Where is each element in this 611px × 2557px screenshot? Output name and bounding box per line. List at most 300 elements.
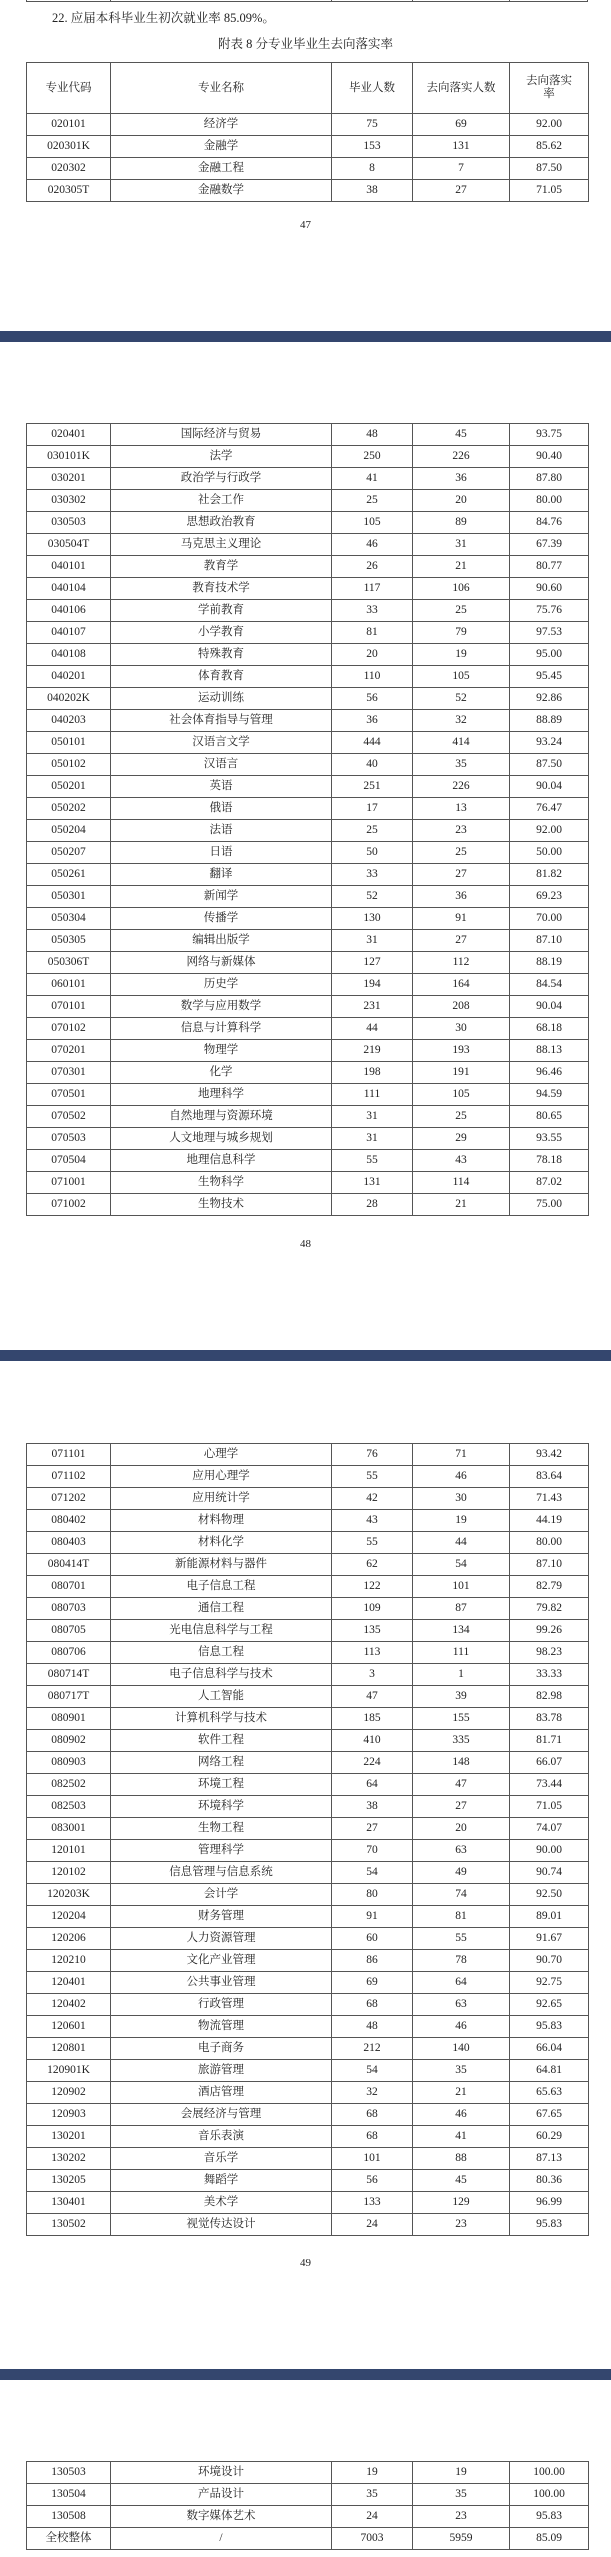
placement-rate-cell: 79.82 bbox=[510, 1598, 589, 1620]
major-code-cell: 120102 bbox=[27, 1862, 111, 1884]
graduate-count-cell: 27 bbox=[332, 1818, 413, 1840]
previous-table-bottom-edge bbox=[26, 0, 588, 2]
placed-count-cell: 114 bbox=[413, 1172, 510, 1194]
page-number: 47 bbox=[300, 219, 311, 231]
placement-rate-cell: 92.86 bbox=[510, 688, 589, 710]
major-code-cell: 120401 bbox=[27, 1972, 111, 1994]
placed-count-cell: 74 bbox=[413, 1884, 510, 1906]
major-code-cell: 120210 bbox=[27, 1950, 111, 1972]
major-name-cell: 材料化学 bbox=[111, 1532, 332, 1554]
placement-rate-cell: 93.42 bbox=[510, 1444, 589, 1466]
major-name-cell: 会展经济与管理 bbox=[111, 2104, 332, 2126]
placement-rate-cell: 64.81 bbox=[510, 2060, 589, 2082]
major-code-cell: 060101 bbox=[27, 974, 111, 996]
table-row bbox=[27, 2214, 589, 2236]
major-name-cell: 体育教育 bbox=[111, 666, 332, 688]
graduate-count-cell: 219 bbox=[332, 1040, 413, 1062]
table-row bbox=[27, 424, 589, 446]
placed-count-cell: 87 bbox=[413, 1598, 510, 1620]
table-title: 附表 8 分专业毕业生去向落实率 bbox=[217, 37, 393, 51]
table-row bbox=[27, 952, 589, 974]
graduate-count-cell: 33 bbox=[332, 864, 413, 886]
table-row bbox=[27, 996, 589, 1018]
table-row bbox=[27, 622, 589, 644]
graduate-count-cell: 131 bbox=[332, 1172, 413, 1194]
table-row bbox=[27, 1532, 589, 1554]
placement-rate-cell: 75.00 bbox=[510, 1194, 589, 1216]
major-code-cell: 040107 bbox=[27, 622, 111, 644]
placed-count-cell: 105 bbox=[413, 666, 510, 688]
placed-count-cell: 45 bbox=[413, 2170, 510, 2192]
placement-rate-cell: 88.13 bbox=[510, 1040, 589, 1062]
major-name-cell: 编辑出版学 bbox=[111, 930, 332, 952]
graduate-count-cell: 444 bbox=[332, 732, 413, 754]
graduate-count-cell: 28 bbox=[332, 1194, 413, 1216]
placed-count-cell: 101 bbox=[413, 1576, 510, 1598]
major-code-cell: 050207 bbox=[27, 842, 111, 864]
placement-rate-cell: 93.55 bbox=[510, 1128, 589, 1150]
major-name-cell: 文化产业管理 bbox=[111, 1950, 332, 1972]
graduate-count-cell: 24 bbox=[332, 2214, 413, 2236]
major-name-cell: 财务管理 bbox=[111, 1906, 332, 1928]
graduate-count-cell: 43 bbox=[332, 1510, 413, 1532]
major-name-cell: 地理信息科学 bbox=[111, 1150, 332, 1172]
placement-rate-cell: 90.00 bbox=[510, 1840, 589, 1862]
table-row bbox=[27, 842, 589, 864]
table-row bbox=[27, 1730, 589, 1752]
placement-rate-cell: 68.18 bbox=[510, 1018, 589, 1040]
placed-count-cell: 35 bbox=[413, 2484, 510, 2506]
major-code-cell: 071001 bbox=[27, 1172, 111, 1194]
graduate-count-cell: 8 bbox=[332, 158, 413, 180]
placement-rate-cell: 73.44 bbox=[510, 1774, 589, 1796]
major-code-cell: 080706 bbox=[27, 1642, 111, 1664]
placement-rate-cell: 80.65 bbox=[510, 1106, 589, 1128]
table-row bbox=[27, 2016, 589, 2038]
major-code-cell: 080705 bbox=[27, 1620, 111, 1642]
placed-count-cell: 55 bbox=[413, 1928, 510, 1950]
major-name-cell: 数字媒体艺术 bbox=[111, 2506, 332, 2528]
major-code-cell: 080902 bbox=[27, 1730, 111, 1752]
major-code-cell: 120402 bbox=[27, 1994, 111, 2016]
placement-rate-cell: 94.59 bbox=[510, 1084, 589, 1106]
placement-rate-cell: 95.83 bbox=[510, 2016, 589, 2038]
placement-rate-cell: 80.00 bbox=[510, 1532, 589, 1554]
placed-count-cell: 19 bbox=[413, 2462, 510, 2484]
graduate-count-cell: 75 bbox=[332, 114, 413, 136]
placed-count-cell: 41 bbox=[413, 2126, 510, 2148]
placement-rate-cell: 74.07 bbox=[510, 1818, 589, 1840]
major-name-cell: 软件工程 bbox=[111, 1730, 332, 1752]
table-row bbox=[27, 1664, 589, 1686]
placement-rate-cell: 66.07 bbox=[510, 1752, 589, 1774]
placement-rate-cell: 95.45 bbox=[510, 666, 589, 688]
major-code-cell: 120204 bbox=[27, 1906, 111, 1928]
placement-rate-cell: 96.46 bbox=[510, 1062, 589, 1084]
table-row bbox=[27, 1084, 589, 1106]
placed-count-cell: 49 bbox=[413, 1862, 510, 1884]
placed-count-cell: 79 bbox=[413, 622, 510, 644]
placement-rate-cell: 92.00 bbox=[510, 114, 589, 136]
placed-count-cell: 112 bbox=[413, 952, 510, 974]
major-name-cell: 金融学 bbox=[111, 136, 332, 158]
major-name-cell: 政治学与行政学 bbox=[111, 468, 332, 490]
table-row bbox=[27, 644, 589, 666]
major-name-cell: 旅游管理 bbox=[111, 2060, 332, 2082]
placed-count-cell: 19 bbox=[413, 644, 510, 666]
table-row bbox=[27, 1950, 589, 1972]
major-name-cell: 舞蹈学 bbox=[111, 2170, 332, 2192]
table-row bbox=[27, 2170, 589, 2192]
table-row bbox=[27, 2104, 589, 2126]
major-code-cell: 020305T bbox=[27, 180, 111, 202]
table-row bbox=[27, 1686, 589, 1708]
major-code-cell: 040201 bbox=[27, 666, 111, 688]
placed-count-cell: 43 bbox=[413, 1150, 510, 1172]
major-code-cell: 130401 bbox=[27, 2192, 111, 2214]
placed-count-cell: 64 bbox=[413, 1972, 510, 1994]
table-row bbox=[27, 1620, 589, 1642]
placement-rate-cell: 93.75 bbox=[510, 424, 589, 446]
table-row bbox=[27, 1172, 589, 1194]
placed-count-cell: 35 bbox=[413, 2060, 510, 2082]
major-name-cell: 美术学 bbox=[111, 2192, 332, 2214]
placed-count-cell: 5959 bbox=[413, 2528, 510, 2550]
placed-count-cell: 54 bbox=[413, 1554, 510, 1576]
major-code-cell: 020101 bbox=[27, 114, 111, 136]
major-name-cell: 网络工程 bbox=[111, 1752, 332, 1774]
table-row bbox=[27, 930, 589, 952]
header-placed: 去向落实人数 bbox=[413, 63, 510, 114]
table-row bbox=[27, 1466, 589, 1488]
table-row bbox=[27, 1928, 589, 1950]
major-code-cell: 050204 bbox=[27, 820, 111, 842]
graduate-count-cell: 81 bbox=[332, 622, 413, 644]
major-code-cell: 020301K bbox=[27, 136, 111, 158]
graduate-count-cell: 54 bbox=[332, 1862, 413, 1884]
table-row bbox=[27, 864, 589, 886]
graduate-count-cell: 54 bbox=[332, 2060, 413, 2082]
placed-count-cell: 46 bbox=[413, 2016, 510, 2038]
placed-count-cell: 21 bbox=[413, 1194, 510, 1216]
major-code-cell: 080703 bbox=[27, 1598, 111, 1620]
graduate-count-cell: 41 bbox=[332, 468, 413, 490]
graduate-count-cell: 250 bbox=[332, 446, 413, 468]
major-name-cell: 产品设计 bbox=[111, 2484, 332, 2506]
placement-rate-cell: 80.36 bbox=[510, 2170, 589, 2192]
graduate-count-cell: 42 bbox=[332, 1488, 413, 1510]
placement-rate-cell: 82.79 bbox=[510, 1576, 589, 1598]
graduate-count-cell: 56 bbox=[332, 688, 413, 710]
major-name-cell: 信息管理与信息系统 bbox=[111, 1862, 332, 1884]
major-name-cell: 法语 bbox=[111, 820, 332, 842]
placed-count-cell: 25 bbox=[413, 1106, 510, 1128]
graduate-count-cell: 55 bbox=[332, 1150, 413, 1172]
major-name-cell: 生物科学 bbox=[111, 1172, 332, 1194]
graduate-count-cell: 117 bbox=[332, 578, 413, 600]
major-employment-table-page-49 bbox=[26, 1443, 589, 2236]
graduate-count-cell: 410 bbox=[332, 1730, 413, 1752]
major-code-cell: 071102 bbox=[27, 1466, 111, 1488]
major-code-cell: 040106 bbox=[27, 600, 111, 622]
placement-rate-cell: 82.98 bbox=[510, 1686, 589, 1708]
placed-count-cell: 81 bbox=[413, 1906, 510, 1928]
major-name-cell: 计算机科学与技术 bbox=[111, 1708, 332, 1730]
placement-rate-cell: 78.18 bbox=[510, 1150, 589, 1172]
placed-count-cell: 131 bbox=[413, 136, 510, 158]
placement-rate-cell: 87.10 bbox=[510, 930, 589, 952]
placement-rate-cell: 97.53 bbox=[510, 622, 589, 644]
major-name-cell: 教育学 bbox=[111, 556, 332, 578]
table-row bbox=[27, 710, 589, 732]
table-row bbox=[27, 2148, 589, 2170]
major-name-cell: 心理学 bbox=[111, 1444, 332, 1466]
placement-rate-cell: 90.70 bbox=[510, 1950, 589, 1972]
placement-rate-cell: 87.50 bbox=[510, 158, 589, 180]
placed-count-cell: 23 bbox=[413, 2506, 510, 2528]
graduate-count-cell: 26 bbox=[332, 556, 413, 578]
major-code-cell: 020401 bbox=[27, 424, 111, 446]
placement-rate-cell: 83.78 bbox=[510, 1708, 589, 1730]
table-row bbox=[27, 1994, 589, 2016]
graduate-count-cell: 48 bbox=[332, 2016, 413, 2038]
major-name-cell: 历史学 bbox=[111, 974, 332, 996]
graduate-count-cell: 19 bbox=[332, 2462, 413, 2484]
table-row bbox=[27, 2506, 589, 2528]
placed-count-cell: 164 bbox=[413, 974, 510, 996]
placed-count-cell: 140 bbox=[413, 2038, 510, 2060]
major-name-cell: 电子信息工程 bbox=[111, 1576, 332, 1598]
graduate-count-cell: 25 bbox=[332, 820, 413, 842]
placement-rate-cell: 98.23 bbox=[510, 1642, 589, 1664]
major-code-cell: 全校整体 bbox=[27, 2528, 111, 2550]
placement-rate-cell: 90.74 bbox=[510, 1862, 589, 1884]
placement-rate-cell: 92.75 bbox=[510, 1972, 589, 1994]
graduate-count-cell: 194 bbox=[332, 974, 413, 996]
placed-count-cell: 191 bbox=[413, 1062, 510, 1084]
graduate-count-cell: 231 bbox=[332, 996, 413, 1018]
placement-rate-cell: 95.83 bbox=[510, 2214, 589, 2236]
placed-count-cell: 155 bbox=[413, 1708, 510, 1730]
graduate-count-cell: 101 bbox=[332, 2148, 413, 2170]
graduate-count-cell: 7003 bbox=[332, 2528, 413, 2550]
table-row bbox=[27, 1796, 589, 1818]
graduate-count-cell: 64 bbox=[332, 1774, 413, 1796]
placement-rate-cell: 71.05 bbox=[510, 180, 589, 202]
major-name-cell: 社会体育指导与管理 bbox=[111, 710, 332, 732]
graduate-count-cell: 109 bbox=[332, 1598, 413, 1620]
table-row bbox=[27, 688, 589, 710]
graduate-count-cell: 68 bbox=[332, 2104, 413, 2126]
table-row bbox=[27, 2126, 589, 2148]
placed-count-cell: 193 bbox=[413, 1040, 510, 1062]
table-row bbox=[27, 158, 589, 180]
graduate-count-cell: 47 bbox=[332, 1686, 413, 1708]
placement-rate-cell: 66.04 bbox=[510, 2038, 589, 2060]
major-name-cell: 汉语言文学 bbox=[111, 732, 332, 754]
major-name-cell: 数学与应用数学 bbox=[111, 996, 332, 1018]
placement-rate-cell: 92.65 bbox=[510, 1994, 589, 2016]
major-name-cell: 翻译 bbox=[111, 864, 332, 886]
table-row bbox=[27, 468, 589, 490]
placed-count-cell: 52 bbox=[413, 688, 510, 710]
graduate-count-cell: 80 bbox=[332, 1884, 413, 1906]
major-code-cell: 130504 bbox=[27, 2484, 111, 2506]
employment-rate-text: 22. 应届本科毕业生初次就业率 85.09%。 bbox=[52, 11, 275, 25]
placement-rate-cell: 95.00 bbox=[510, 644, 589, 666]
graduate-count-cell: 32 bbox=[332, 2082, 413, 2104]
placement-rate-cell: 87.10 bbox=[510, 1554, 589, 1576]
major-name-cell: 日语 bbox=[111, 842, 332, 864]
placement-rate-cell: 88.89 bbox=[510, 710, 589, 732]
placed-count-cell: 63 bbox=[413, 1840, 510, 1862]
graduate-count-cell: 91 bbox=[332, 1906, 413, 1928]
placed-count-cell: 27 bbox=[413, 1796, 510, 1818]
graduate-count-cell: 86 bbox=[332, 1950, 413, 1972]
major-name-cell: 运动训练 bbox=[111, 688, 332, 710]
table-row bbox=[27, 1510, 589, 1532]
major-code-cell: 040104 bbox=[27, 578, 111, 600]
graduate-count-cell: 105 bbox=[332, 512, 413, 534]
major-name-cell: 马克思主义理论 bbox=[111, 534, 332, 556]
table-row bbox=[27, 666, 589, 688]
major-code-cell: 120902 bbox=[27, 2082, 111, 2104]
major-code-cell: 030201 bbox=[27, 468, 111, 490]
major-name-cell: 自然地理与资源环境 bbox=[111, 1106, 332, 1128]
placed-count-cell: 44 bbox=[413, 1532, 510, 1554]
placed-count-cell: 414 bbox=[413, 732, 510, 754]
placement-rate-cell: 80.00 bbox=[510, 490, 589, 512]
placement-rate-cell: 90.40 bbox=[510, 446, 589, 468]
table-row bbox=[27, 1862, 589, 1884]
major-name-cell: 管理科学 bbox=[111, 1840, 332, 1862]
placement-rate-cell: 90.60 bbox=[510, 578, 589, 600]
major-name-cell: 电子信息科学与技术 bbox=[111, 1664, 332, 1686]
placement-rate-cell: 95.83 bbox=[510, 2506, 589, 2528]
major-name-cell: 法学 bbox=[111, 446, 332, 468]
major-name-cell: 视觉传达设计 bbox=[111, 2214, 332, 2236]
placed-count-cell: 39 bbox=[413, 1686, 510, 1708]
major-name-cell: 化学 bbox=[111, 1062, 332, 1084]
graduate-count-cell: 25 bbox=[332, 490, 413, 512]
major-code-cell: 050304 bbox=[27, 908, 111, 930]
placed-count-cell: 29 bbox=[413, 1128, 510, 1150]
table-row bbox=[27, 578, 589, 600]
table-row bbox=[27, 798, 589, 820]
table-row bbox=[27, 1708, 589, 1730]
major-name-cell: 信息与计算科学 bbox=[111, 1018, 332, 1040]
major-code-cell: 080402 bbox=[27, 1510, 111, 1532]
major-code-cell: 020302 bbox=[27, 158, 111, 180]
placed-count-cell: 20 bbox=[413, 1818, 510, 1840]
table-row bbox=[27, 180, 589, 202]
table-row bbox=[27, 136, 589, 158]
table-row bbox=[27, 490, 589, 512]
graduate-count-cell: 46 bbox=[332, 534, 413, 556]
graduate-count-cell: 35 bbox=[332, 2484, 413, 2506]
table-row bbox=[27, 600, 589, 622]
placement-rate-cell: 89.01 bbox=[510, 1906, 589, 1928]
major-code-cell: 080717T bbox=[27, 1686, 111, 1708]
major-code-cell: 080903 bbox=[27, 1752, 111, 1774]
table-row bbox=[27, 534, 589, 556]
major-name-cell: 金融工程 bbox=[111, 158, 332, 180]
major-name-cell: 特殊教育 bbox=[111, 644, 332, 666]
placement-rate-cell: 87.80 bbox=[510, 468, 589, 490]
graduate-count-cell: 50 bbox=[332, 842, 413, 864]
page-separator bbox=[0, 331, 611, 342]
major-name-cell: 应用统计学 bbox=[111, 1488, 332, 1510]
graduate-count-cell: 17 bbox=[332, 798, 413, 820]
table-row bbox=[27, 2462, 589, 2484]
graduate-count-cell: 62 bbox=[332, 1554, 413, 1576]
graduate-count-cell: 153 bbox=[332, 136, 413, 158]
major-code-cell: 120903 bbox=[27, 2104, 111, 2126]
table-row bbox=[27, 1576, 589, 1598]
major-code-cell: 080701 bbox=[27, 1576, 111, 1598]
table-row bbox=[27, 1018, 589, 1040]
major-name-cell: 人工智能 bbox=[111, 1686, 332, 1708]
placement-rate-cell: 76.47 bbox=[510, 798, 589, 820]
major-name-cell: 汉语言 bbox=[111, 754, 332, 776]
table-row bbox=[27, 114, 589, 136]
page-number: 49 bbox=[300, 2257, 311, 2269]
major-code-cell: 040108 bbox=[27, 644, 111, 666]
placed-count-cell: 63 bbox=[413, 1994, 510, 2016]
placed-count-cell: 106 bbox=[413, 578, 510, 600]
major-code-cell: 050202 bbox=[27, 798, 111, 820]
major-code-cell: 070102 bbox=[27, 1018, 111, 1040]
major-name-cell: 国际经济与贸易 bbox=[111, 424, 332, 446]
placement-rate-cell: 84.54 bbox=[510, 974, 589, 996]
placement-rate-cell: 81.71 bbox=[510, 1730, 589, 1752]
table-row bbox=[27, 1062, 589, 1084]
graduate-count-cell: 185 bbox=[332, 1708, 413, 1730]
major-code-cell: 130502 bbox=[27, 2214, 111, 2236]
placement-rate-cell: 84.76 bbox=[510, 512, 589, 534]
table-row bbox=[27, 2038, 589, 2060]
placement-rate-cell: 88.19 bbox=[510, 952, 589, 974]
graduate-count-cell: 111 bbox=[332, 1084, 413, 1106]
placed-count-cell: 105 bbox=[413, 1084, 510, 1106]
table-row bbox=[27, 732, 589, 754]
placement-rate-cell: 87.02 bbox=[510, 1172, 589, 1194]
table-row bbox=[27, 1554, 589, 1576]
major-code-cell: 050201 bbox=[27, 776, 111, 798]
major-code-cell: 040101 bbox=[27, 556, 111, 578]
table-row bbox=[27, 446, 589, 468]
table-row bbox=[27, 1444, 589, 1466]
placed-count-cell: 46 bbox=[413, 1466, 510, 1488]
placed-count-cell: 134 bbox=[413, 1620, 510, 1642]
table-row bbox=[27, 2192, 589, 2214]
placement-rate-cell: 75.76 bbox=[510, 600, 589, 622]
placed-count-cell: 335 bbox=[413, 1730, 510, 1752]
major-code-cell: 130503 bbox=[27, 2462, 111, 2484]
placement-rate-cell: 87.13 bbox=[510, 2148, 589, 2170]
placed-count-cell: 20 bbox=[413, 490, 510, 512]
major-code-cell: 120601 bbox=[27, 2016, 111, 2038]
major-name-cell: 行政管理 bbox=[111, 1994, 332, 2016]
placed-count-cell: 27 bbox=[413, 864, 510, 886]
major-name-cell: 物理学 bbox=[111, 1040, 332, 1062]
major-name-cell: 经济学 bbox=[111, 114, 332, 136]
major-code-cell: 130202 bbox=[27, 2148, 111, 2170]
major-code-cell: 120206 bbox=[27, 1928, 111, 1950]
placement-rate-cell: 33.33 bbox=[510, 1664, 589, 1686]
major-code-cell: 070501 bbox=[27, 1084, 111, 1106]
table-header-row bbox=[27, 63, 589, 114]
